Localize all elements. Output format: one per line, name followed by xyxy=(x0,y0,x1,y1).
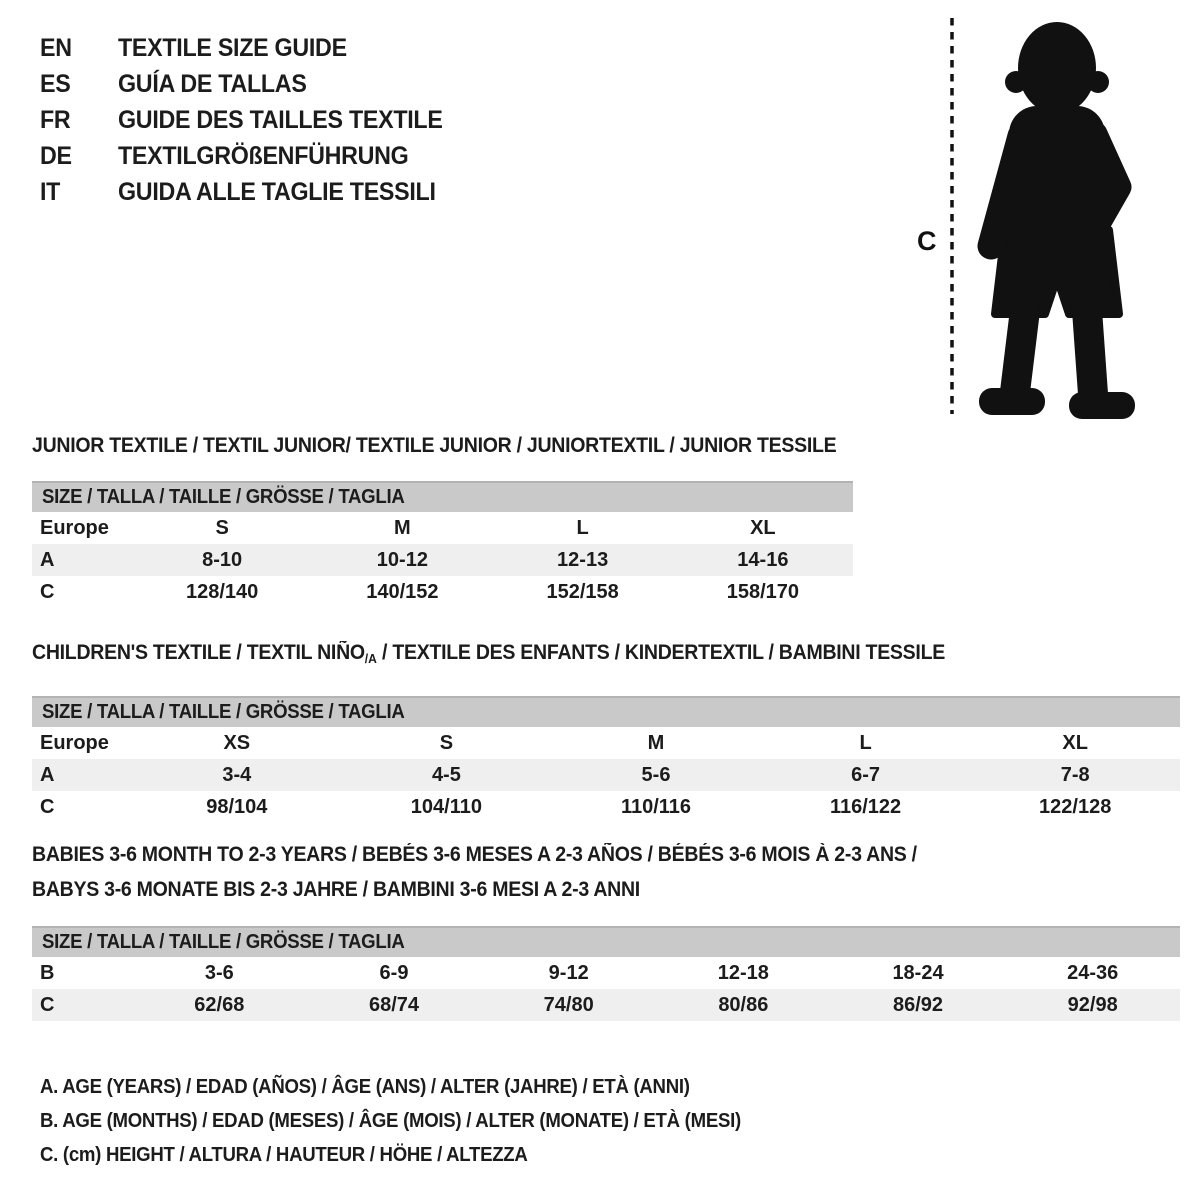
junior-textile-section xyxy=(32,434,853,608)
table-cell: 122/128 xyxy=(1039,795,1112,818)
guide-title-de: TEXTILGRÖßENFÜHRUNG xyxy=(118,141,409,170)
legend-line-a xyxy=(40,1070,794,1104)
childrens-row-c xyxy=(32,791,1180,823)
table-cell: 12-13 xyxy=(557,548,609,571)
babies-section-title-line1 xyxy=(32,843,1180,867)
table-cell: 92/98 xyxy=(1067,993,1118,1016)
babies-textile-section xyxy=(32,843,1180,1021)
childrens-columns-row xyxy=(32,727,1180,759)
row-label: A xyxy=(40,548,55,571)
column-header: S xyxy=(215,516,229,539)
junior-row-c xyxy=(32,576,853,608)
title-part: CHILDREN'S TEXTILE / TEXTIL NIÑO xyxy=(32,641,365,664)
childrens-row-a xyxy=(32,759,1180,791)
junior-section-title xyxy=(32,434,853,458)
table-cell: 6-9 xyxy=(379,961,409,984)
table-cell: 86/92 xyxy=(892,993,944,1016)
row-label: C xyxy=(40,795,55,818)
table-cell: 158/170 xyxy=(726,580,800,603)
junior-size-header-bar xyxy=(32,481,853,512)
legend-line-b-text: B. AGE (MONTHS) / EDAD (MESES) / ÂGE (MOIS) / ALTER (MONATE) / ETÀ (MESI) xyxy=(40,1109,741,1132)
table-cell: 4-5 xyxy=(431,763,461,786)
column-header: S xyxy=(439,731,454,754)
language-title-list xyxy=(40,30,467,210)
language-code: DE xyxy=(40,141,72,170)
legend xyxy=(40,1070,794,1172)
legend-line-c-text: C. (cm) HEIGHT / ALTURA / HAUTEUR / HÖHE / ALTEZZA xyxy=(40,1143,528,1166)
legend-line-c xyxy=(40,1138,794,1172)
babies-size-header-bar xyxy=(32,926,1180,957)
table-cell: 12-18 xyxy=(717,961,769,984)
babies-section-title-line1-text: BABIES 3-6 MONTH TO 2-3 YEARS / BEBÉS 3-6 MESES A 2-3 AÑOS / BÉBÉS 3-6 MOIS À 2-3 ANS / xyxy=(32,843,917,866)
table-cell: 3-6 xyxy=(204,961,234,984)
column-header: XL xyxy=(1062,731,1088,754)
column-header: XL xyxy=(750,516,776,539)
language-row-fr xyxy=(40,102,467,138)
row-label: C xyxy=(40,580,55,603)
junior-columns-row xyxy=(32,512,853,544)
childrens-textile-section xyxy=(32,641,1180,823)
region-label: Europe xyxy=(40,731,109,754)
language-code: EN xyxy=(40,33,72,62)
table-cell: 62/68 xyxy=(194,993,245,1016)
table-cell: 24-36 xyxy=(1067,961,1119,984)
table-cell: 80/86 xyxy=(718,993,769,1016)
childrens-size-header-bar xyxy=(32,696,1180,727)
column-header: XS xyxy=(223,731,251,754)
row-label: B xyxy=(40,961,55,984)
column-header: M xyxy=(647,731,665,754)
table-cell: 10-12 xyxy=(376,548,428,571)
legend-line-b xyxy=(40,1104,794,1138)
language-row-en xyxy=(40,30,467,66)
table-cell: 18-24 xyxy=(892,961,944,984)
size-header-label: SIZE / TALLA / TAILLE / GRÖSSE / TAGLIA xyxy=(42,486,405,508)
size-header-label: SIZE / TALLA / TAILLE / GRÖSSE / TAGLIA xyxy=(42,701,405,723)
guide-title-it: GUIDA ALLE TAGLIE TESSILI xyxy=(118,177,436,206)
language-row-es xyxy=(40,66,467,102)
junior-row-a xyxy=(32,544,853,576)
table-cell: 110/116 xyxy=(620,795,692,818)
toddler-silhouette-icon xyxy=(979,22,1135,419)
table-cell: 152/158 xyxy=(546,580,619,603)
language-code: ES xyxy=(40,69,71,98)
table-cell: 8-10 xyxy=(202,548,243,571)
babies-section-title-line2-text: BABYS 3-6 MONATE BIS 2-3 JAHRE / BAMBINI 3-6 MESI A 2-3 ANNI xyxy=(32,878,640,901)
table-cell: 5-6 xyxy=(641,763,671,786)
language-code: IT xyxy=(40,177,61,206)
table-cell: 98/104 xyxy=(206,795,268,818)
table-cell: 9-12 xyxy=(548,961,589,984)
column-header: L xyxy=(859,731,872,754)
guide-title-fr: GUIDE DES TAILLES TEXTILE xyxy=(118,105,443,134)
junior-section-title-text: JUNIOR TEXTILE / TEXTIL JUNIOR/ TEXTILE JUNIOR / JUNIORTEXTIL / JUNIOR TESSILE xyxy=(32,434,837,457)
babies-section-title-line2 xyxy=(32,878,1180,902)
table-cell: 3-4 xyxy=(222,763,252,786)
region-label: Europe xyxy=(40,516,109,539)
height-figure-svg xyxy=(905,8,1197,430)
title-subscript: /A xyxy=(364,651,377,666)
table-cell: 7-8 xyxy=(1060,763,1090,786)
table-cell: 6-7 xyxy=(851,763,881,786)
size-header-label: SIZE / TALLA / TAILLE / GRÖSSE / TAGLIA xyxy=(42,931,405,953)
table-cell: 140/152 xyxy=(366,580,439,603)
language-row-de xyxy=(40,138,467,174)
guide-title-es: GUÍA DE TALLAS xyxy=(118,69,307,98)
legend-line-a-text: A. AGE (YEARS) / EDAD (AÑOS) / ÂGE (ANS) / ALTER (JAHRE) / ETÀ (ANNI) xyxy=(40,1075,690,1098)
guide-title-en: TEXTILE SIZE GUIDE xyxy=(118,33,347,62)
column-header: L xyxy=(576,516,589,539)
table-cell: 14-16 xyxy=(737,548,789,571)
row-label: A xyxy=(40,763,55,786)
height-measure-figure xyxy=(905,8,1197,430)
title-part: / TEXTILE DES ENFANTS / KINDERTEXTIL / BAMBINI TESSILE xyxy=(376,641,945,664)
table-cell: 104/110 xyxy=(410,795,482,818)
babies-row-b xyxy=(32,957,1180,989)
table-cell: 74/80 xyxy=(543,993,594,1016)
row-label: C xyxy=(40,993,55,1016)
childrens-section-title xyxy=(32,641,1180,671)
babies-row-c xyxy=(32,989,1180,1021)
column-header: M xyxy=(394,516,411,539)
childrens-section-title-text xyxy=(32,641,945,671)
table-cell: 128/140 xyxy=(185,580,259,603)
table-cell: 68/74 xyxy=(368,993,420,1016)
language-row-it xyxy=(40,174,467,210)
height-measure-label: C xyxy=(917,226,937,256)
table-cell: 116/122 xyxy=(829,795,902,818)
language-code: FR xyxy=(40,105,71,134)
